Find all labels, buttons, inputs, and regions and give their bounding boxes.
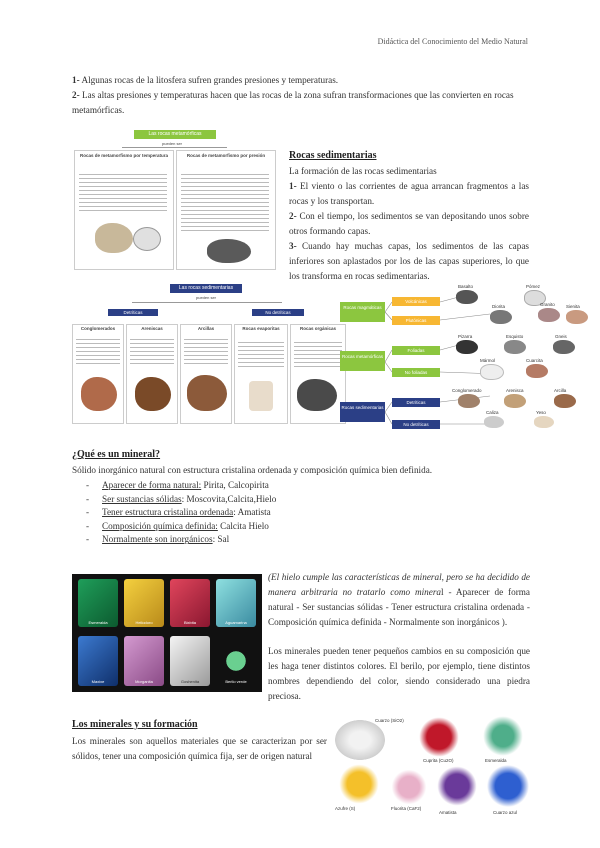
- list-item: [72, 506, 532, 520]
- sed-chart-subtitle: pueden ser: [196, 295, 217, 300]
- crystal-label: Cuarzo azul: [493, 810, 518, 815]
- sed-chart-title: Las rocas sedimentarias: [170, 284, 242, 293]
- item-label: Tener estructura cristalina ordenada: [102, 507, 234, 518]
- rock-classification-diagram: [340, 284, 590, 430]
- crystal-label: Esmeralda: [485, 758, 507, 763]
- fluorite-crystal-image: [389, 770, 429, 804]
- sedimentary-step-3: [289, 239, 529, 284]
- clay-image: [187, 375, 227, 411]
- list-item: [72, 533, 532, 547]
- morganite-image: [124, 636, 164, 686]
- sub-nofoliadas: No foliadas: [392, 368, 440, 377]
- sub-nodetriticas: No detríticas: [392, 420, 440, 429]
- sed-col-evaporitas: [234, 324, 288, 424]
- group-sedimentary: Rocas sedimentarias: [340, 402, 385, 422]
- sample-label: Yeso: [536, 410, 546, 415]
- beryl-paragraph: Los minerales pueden tener pequeños cambios en su composición que les haga tener distintos colores. El berilo, por ejemplo, tiene distintos nombres dependiendo del color, siendo considerado una piedra preciosa.: [268, 646, 530, 701]
- metamorphic-chart-title: Las rocas metamórficas: [134, 130, 216, 139]
- goshenite-image: [170, 636, 210, 686]
- green-beryl-image: [216, 636, 256, 686]
- limestone-image: [484, 416, 504, 428]
- conglomerate-image: [81, 377, 117, 411]
- sed-col-areniscas: [126, 324, 178, 424]
- sample-label: Pizarra: [458, 334, 473, 339]
- metamorphic-col-temperature: [74, 150, 174, 270]
- sample-label: Gneis: [555, 334, 567, 339]
- schist-image: [504, 340, 526, 354]
- crystal-label: Amatista: [439, 810, 457, 815]
- sandstone-image: [135, 377, 171, 411]
- mineral-crystal-images: [335, 714, 535, 826]
- beryl-gem-grid: [72, 574, 262, 692]
- metamorphic-chart: [72, 128, 277, 270]
- col-text: [76, 336, 120, 364]
- sample-label: Sienita: [566, 304, 580, 309]
- sub-plutonicas: Plutónicas: [392, 316, 440, 325]
- sedimentary-heading: Rocas sedimentarias: [289, 150, 377, 161]
- metamorphic-col-pressure: [176, 150, 276, 270]
- conglomerate-small-image: [458, 394, 480, 408]
- col-title: Rocas evaporitas: [242, 326, 280, 331]
- sub-detriticas: Detríticas: [392, 398, 440, 407]
- marble-image: [480, 364, 504, 380]
- col-title: Rocas orgánicas: [299, 326, 336, 331]
- diorite-image: [490, 310, 512, 324]
- sample-label: Cuarcita: [526, 358, 543, 363]
- sample-label: Basalto: [458, 284, 474, 289]
- coal-image: [297, 379, 337, 411]
- item-label: Composición química definida:: [102, 520, 218, 531]
- sample-label: Granito: [540, 302, 555, 307]
- formation-heading: Los minerales y su formación: [72, 719, 198, 730]
- step1-number: 1-: [289, 181, 297, 191]
- blue-quartz-crystal-image: [485, 764, 531, 808]
- sedimentary-chart: [72, 284, 336, 424]
- item-value: : Sal: [212, 534, 230, 545]
- gypsum-image: [249, 381, 273, 411]
- gem-label: Morganita: [135, 679, 153, 684]
- step3-text: Cuando hay muchas capas, los sedimentos de las capas inferiores son aplastados por los de las capas superiores, lo que los transforma en rocas sedimentarias.: [289, 241, 529, 281]
- sed-col-arcillas: [180, 324, 232, 424]
- gem-label: Goshenita: [180, 679, 200, 684]
- formation-text: Los minerales son aquellos materiales que se caracterizan por ser sólidos, tener una composición química fija, ser de origen natural: [72, 736, 327, 761]
- step3-number: 3-: [289, 241, 297, 251]
- maxixe-image: [78, 636, 118, 686]
- sandstone-small-image: [504, 394, 526, 408]
- note-rest: l - Aparecer de forma natural - Ser sustancias sólidas - Tener estructura cristalina ordenada - Composición química definida - Normalmente son inorgánicos ).: [268, 587, 530, 627]
- mineral-criteria-list: [72, 479, 532, 547]
- sample-label: Esquisto: [506, 334, 524, 339]
- item-label: Normalmente son inorgánicos: [102, 534, 213, 545]
- gneiss-image: [553, 340, 575, 354]
- sample-label: Arenisca: [506, 388, 524, 393]
- p1-number: 1-: [72, 75, 80, 85]
- item-value: : Amatista: [233, 507, 271, 518]
- connector-line: [132, 302, 282, 303]
- mineral-heading: ¿Qué es un mineral?: [72, 449, 161, 460]
- sedimentary-intro: La formación de las rocas sedimentarias: [289, 166, 437, 176]
- crystal-label: Azufre (S): [335, 806, 356, 811]
- list-item: [72, 520, 532, 534]
- basalt-image: [456, 290, 478, 304]
- col-text: [130, 336, 174, 364]
- granite-image: [538, 308, 560, 322]
- col1-body-text: [79, 171, 167, 213]
- quartzite-image: [526, 364, 548, 378]
- sed-col-organicas: [290, 324, 346, 424]
- col1-title: Rocas de metamorfismo por temperatura: [79, 153, 169, 158]
- list-item: [72, 493, 532, 507]
- note-italic: (El hielo cumple las características de mineral, pero se ha decidido de manera arbitraria no tratarlo como minera: [268, 572, 530, 597]
- col-text: [184, 336, 228, 364]
- item-label: Aparecer de forma natural:: [102, 480, 202, 490]
- slate-image: [456, 340, 478, 354]
- gem-label: Berilo verde: [225, 679, 247, 684]
- col-title: Conglomerados: [80, 326, 116, 331]
- emerald-image: [78, 579, 118, 627]
- sed-col-conglomerados: [72, 324, 124, 424]
- cuprite-crystal-image: [417, 716, 461, 758]
- step1-text: El viento o las corrientes de agua arrancan fragmentos a las rocas y los transportan.: [289, 181, 529, 206]
- marble-rock-image: [95, 223, 133, 253]
- running-header: Didáctica del Conocimiento del Medio Natural: [377, 37, 528, 46]
- item-value: Calcita Hielo: [217, 520, 269, 531]
- syenite-image: [566, 310, 588, 324]
- sample-label: Mármol: [480, 358, 496, 363]
- group-magmatic: Rocas magmáticas: [340, 302, 385, 322]
- ice-note: [268, 570, 530, 630]
- item-value: : Moscovita,Calcita,Hielo: [181, 493, 277, 504]
- metamorphic-chart-subtitle: pueden ser: [162, 141, 183, 146]
- col-text: [294, 339, 342, 369]
- gem-label: Heliodoro: [135, 620, 153, 625]
- sample-label: Diorita: [492, 304, 506, 309]
- gem-label: Esmeralda: [88, 620, 108, 625]
- quartz-crystal-image: [335, 720, 385, 760]
- col-title: Areniscas: [141, 326, 163, 331]
- p1-text: Algunas rocas de la litosfera sufren grandes presiones y temperaturas.: [79, 75, 339, 85]
- gem-label: Bixbita: [183, 620, 196, 625]
- item-value: Pirita, Calcopirita: [201, 480, 269, 490]
- sub-foliadas: Foliadas: [392, 346, 440, 355]
- crystal-label: Fluorita (CaF2): [391, 806, 422, 811]
- step2-text: Con el tiempo, los sedimentos se van depositando unos sobre otros formando capas.: [289, 211, 529, 236]
- sulfur-crystal-image: [337, 764, 381, 804]
- sedimentary-step-2: [289, 209, 529, 239]
- intro-paragraph-1: [72, 73, 532, 88]
- sample-label: Conglomerado: [452, 388, 482, 393]
- connector-line: [122, 147, 227, 148]
- sample-label: Caliza: [486, 410, 499, 415]
- col2-title: Rocas de metamorfismo por presión: [186, 153, 266, 158]
- aquamarine-image: [216, 579, 256, 627]
- sub-volcanicas: Volcánicas: [392, 297, 440, 306]
- intro-paragraph-2: [72, 88, 532, 118]
- sample-label: Pómez: [526, 284, 541, 289]
- crystal-label: Cuarzo (SiO2): [375, 718, 404, 723]
- list-item: [72, 479, 532, 493]
- amethyst-crystal-image: [435, 766, 479, 806]
- clay-small-image: [554, 394, 576, 408]
- crystal-label: Cuprita (Cu2O): [423, 758, 454, 763]
- p2-text: Las altas presiones y temperaturas hacen que las rocas de la zona sufran transformaciones que las convierten en rocas metamórficas.: [72, 90, 514, 115]
- sedimentary-step-1: [289, 179, 529, 209]
- detritic-head: Detríticas: [108, 309, 158, 316]
- col-text: [238, 339, 284, 369]
- emerald-crystal-image: [480, 716, 526, 756]
- slate-rock-image: [207, 239, 251, 263]
- gypsum-small-image: [534, 416, 554, 428]
- group-metamorphic: Rocas metamórficas: [340, 351, 385, 371]
- nondetritic-head: No detríticas: [252, 309, 304, 316]
- p2-number: 2-: [72, 90, 80, 100]
- gem-label: Maxixe: [91, 679, 105, 684]
- sample-label: Arcilla: [554, 388, 567, 393]
- bixbite-image: [170, 579, 210, 627]
- step2-number: 2-: [289, 211, 297, 221]
- item-label: Ser sustancias sólidas: [102, 493, 182, 504]
- heliodor-image: [124, 579, 164, 627]
- mineral-definition: Sólido inorgánico natural con estructura cristalina ordenada y composición química bien definida.: [72, 465, 433, 475]
- gem-label: Aguamarina: [225, 620, 247, 625]
- col2-body-text: [181, 171, 269, 231]
- col-title: Arcillas: [197, 326, 215, 331]
- quartzite-rock-image: [133, 227, 161, 251]
